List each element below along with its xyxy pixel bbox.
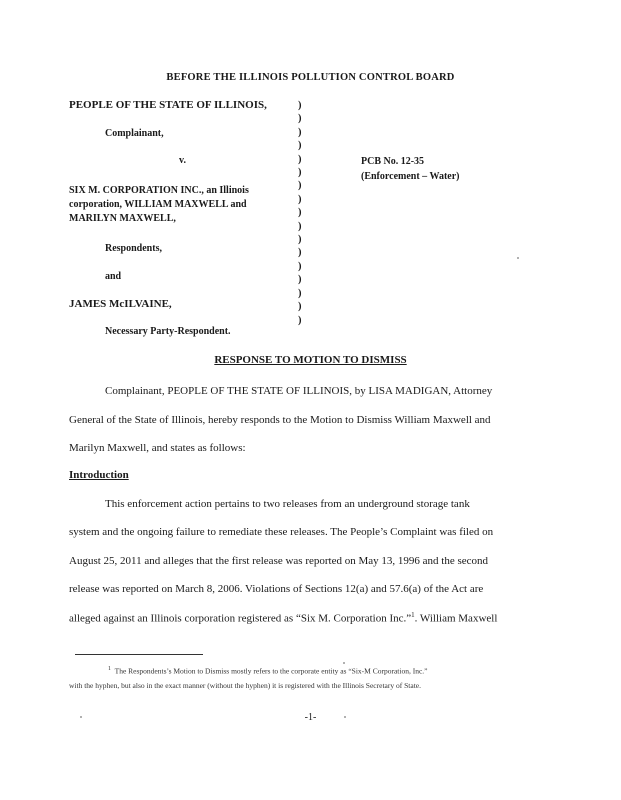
section-line-1: This enforcement action pertains to two releases from an underground storage tank <box>105 498 470 510</box>
footnote-marker: 1 <box>108 666 111 672</box>
section-line-3: August 25, 2011 and alleges that the first release was reported on May 13, 1996 and the second <box>69 555 489 567</box>
versus-label: v. <box>179 155 186 166</box>
section-line-4: release was reported on March 8, 2006. Violations of Sections 12(a) and 57.6(a) of the Act are <box>69 583 484 595</box>
respondents-label: Respondents, <box>105 243 162 254</box>
respondent-line-2: corporation, WILLIAM MAXWELL and <box>69 199 247 210</box>
caption-parentheses: ) ) ) ) ) ) ) ) ) ) ) ) ) ) ) ) ) <box>298 100 302 326</box>
section-line-2: system and the ongoing failure to remediate these releases. The People’s Complaint was filed on <box>69 526 494 538</box>
section-heading: Introduction <box>69 469 129 481</box>
party-role: Necessary Party-Respondent. <box>105 326 231 337</box>
and-label: and <box>105 271 122 282</box>
section-line-5 <box>69 611 497 625</box>
footnote-line-2: with the hyphen, but also in the exact manner (without the hyphen) it is registered with the Illinois Secretary of State. <box>69 681 421 690</box>
case-number: PCB No. 12-35 <box>361 156 425 167</box>
intro-line-1: Complainant, PEOPLE OF THE STATE OF ILLINOIS, by LISA MADIGAN, Attorney <box>105 385 493 397</box>
footnote-text-1: The Respondents’s Motion to Dismiss mostly refers to the corporate entity as “Six-M Corporation, Inc.” <box>114 666 428 676</box>
page-number: -1- <box>304 712 317 723</box>
footnote-line-1 <box>108 666 428 676</box>
complainant-label: Complainant, <box>105 128 164 139</box>
scan-speck <box>344 716 346 718</box>
scan-speck <box>80 716 82 718</box>
intro-line-3: Marilyn Maxwell, and states as follows: <box>69 442 246 454</box>
respondent-line-3: MARILYN MAXWELL, <box>69 213 176 224</box>
footnote-reference: 1 <box>411 611 415 619</box>
section-line-5-tail: . William Maxwell <box>414 612 498 625</box>
plaintiff-name: PEOPLE OF THE STATE OF ILLINOIS, <box>69 99 267 111</box>
respondent-line-1: SIX M. CORPORATION INC., an Illinois <box>69 185 249 196</box>
document-heading: RESPONSE TO MOTION TO DISMISS <box>214 354 407 366</box>
intro-line-2: General of the State of Illinois, hereby responds to the Motion to Dismiss William Maxwell and <box>69 414 491 426</box>
scan-speck <box>343 662 345 664</box>
scan-speck <box>517 257 519 259</box>
footnote-rule <box>75 654 203 655</box>
section-line-5-text: alleged against an Illinois corporation registered as “Six M. Corporation Inc.” <box>69 612 412 625</box>
court-title: BEFORE THE ILLINOIS POLLUTION CONTROL BOARD <box>166 72 455 83</box>
case-type: (Enforcement – Water) <box>361 171 460 182</box>
party-name: JAMES McILVAINE, <box>69 298 172 310</box>
